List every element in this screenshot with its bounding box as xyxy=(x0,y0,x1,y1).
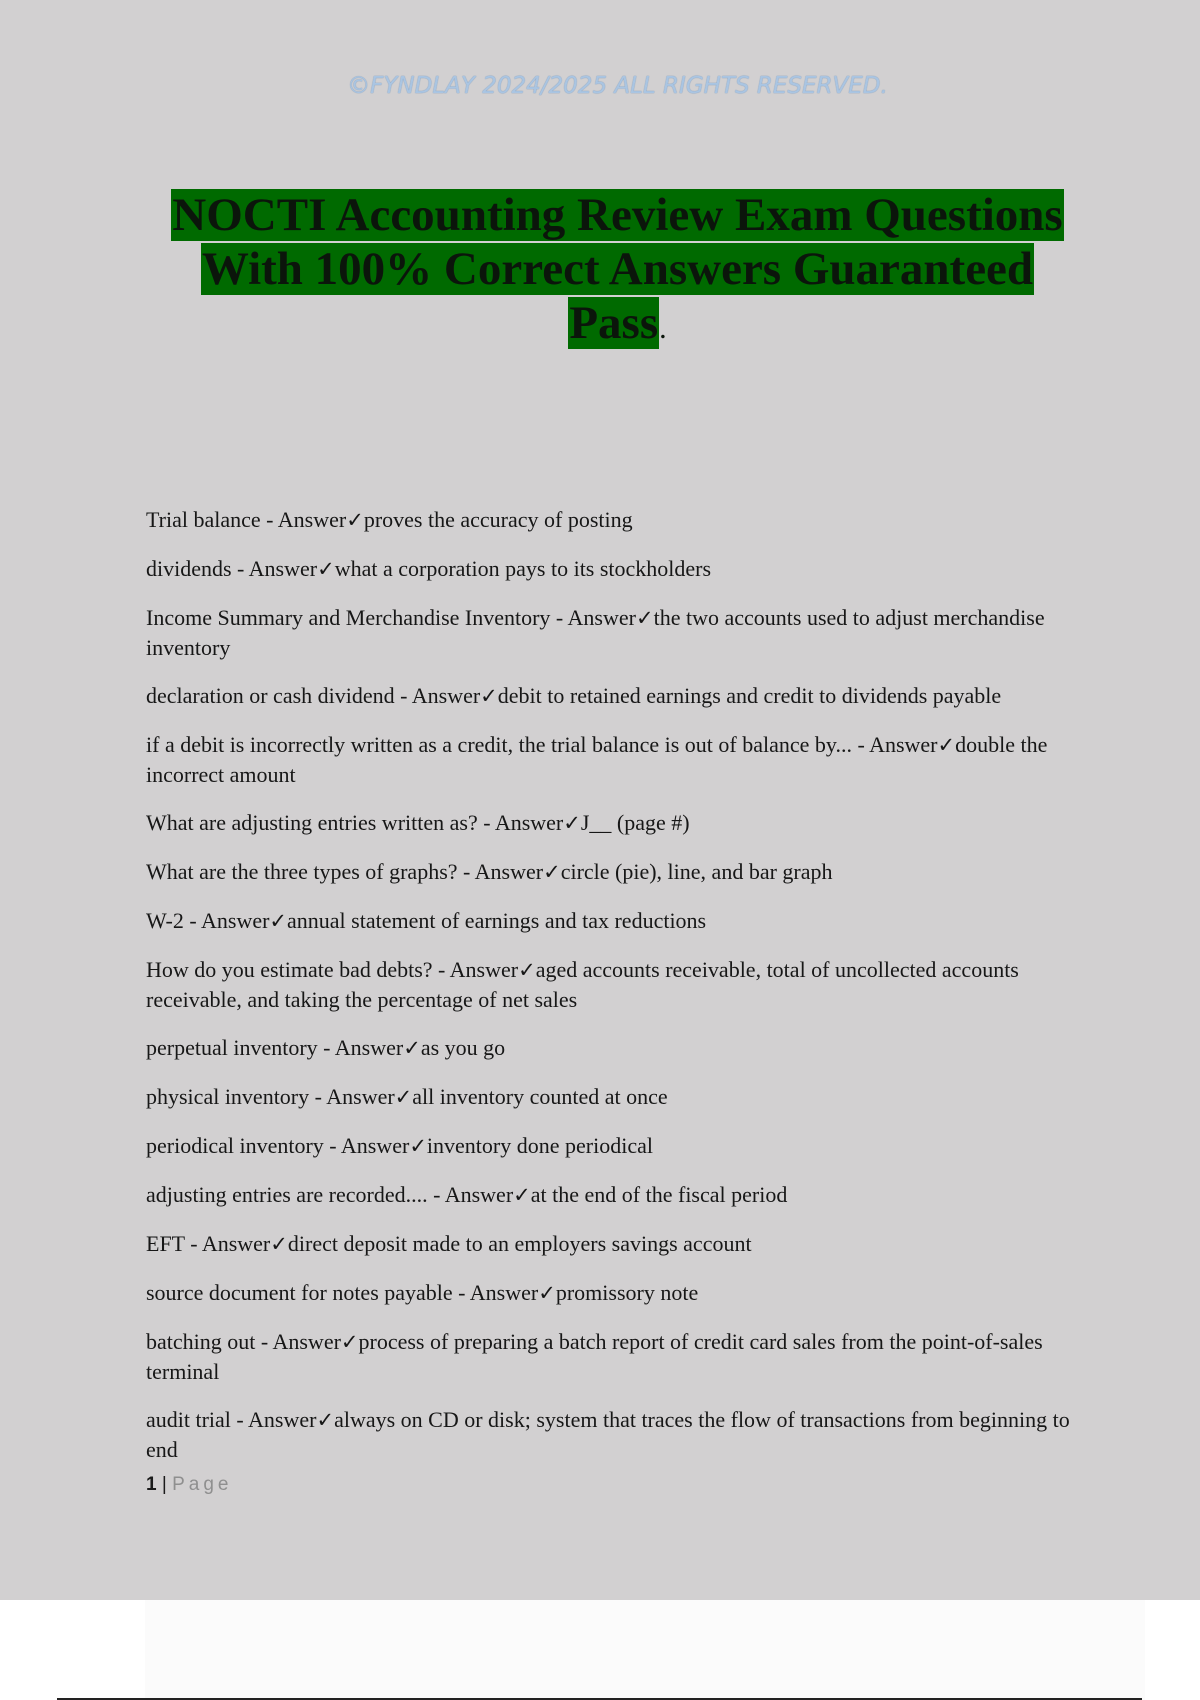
checkmark-icon: ✓ xyxy=(543,860,561,884)
question-text: source document for notes payable - Answer xyxy=(146,1280,539,1305)
qa-item xyxy=(146,1405,1096,1464)
title-line-2: With 100% Correct Answers Guaranteed xyxy=(201,243,1034,295)
answer-text: always on CD or disk; system that traces the flow of transactions from beginning to end xyxy=(146,1407,1070,1462)
answer-text: all inventory counted at once xyxy=(412,1084,668,1109)
qa-item xyxy=(146,1180,1096,1210)
answer-text: the two accounts used to adjust merchandise inventory xyxy=(146,605,1045,660)
answer-text: double the incorrect amount xyxy=(146,732,1048,787)
question-text: audit trial - Answer xyxy=(146,1407,317,1432)
qa-item xyxy=(146,906,1096,936)
qa-item xyxy=(146,1033,1096,1063)
checkmark-icon: ✓ xyxy=(403,1036,421,1060)
question-text: declaration or cash dividend - Answer xyxy=(146,683,481,708)
answer-text: inventory done periodical xyxy=(426,1133,653,1158)
checkmark-icon: ✓ xyxy=(270,1232,288,1256)
checkmark-icon: ✓ xyxy=(317,557,335,581)
page-separator: | xyxy=(156,1474,173,1495)
checkmark-icon: ✓ xyxy=(635,606,654,630)
question-text: physical inventory - Answer xyxy=(146,1084,395,1109)
page-title xyxy=(140,188,1095,356)
checkmark-icon: ✓ xyxy=(269,909,288,933)
qa-item xyxy=(146,857,1096,887)
title-trailing-period: . xyxy=(659,312,667,345)
checkmark-icon: ✓ xyxy=(316,1408,335,1432)
answer-text: direct deposit made to an employers savings account xyxy=(287,1231,752,1256)
question-text: adjusting entries are recorded.... - Answer xyxy=(146,1182,514,1207)
question-text: Trial balance - Answer xyxy=(146,507,347,532)
checkmark-icon: ✓ xyxy=(346,508,364,532)
checkmark-icon: ✓ xyxy=(394,1085,413,1109)
next-page-edge xyxy=(145,1600,1145,1700)
answer-text: promissory note xyxy=(555,1280,699,1305)
page-number: 1 xyxy=(146,1474,157,1495)
checkmark-icon: ✓ xyxy=(563,811,581,835)
answer-text: what a corporation pays to its stockholders xyxy=(334,556,712,581)
checkmark-icon: ✓ xyxy=(538,1281,556,1305)
question-text: if a debit is incorrectly written as a credit, the trial balance is out of balance by... - Answer xyxy=(146,732,938,757)
checkmark-icon: ✓ xyxy=(937,733,956,757)
qa-item xyxy=(146,505,1096,535)
checkmark-icon: ✓ xyxy=(340,1330,359,1354)
question-text: W-2 - Answer xyxy=(146,908,270,933)
checkmark-icon: ✓ xyxy=(409,1134,427,1158)
answer-text: circle (pie), line, and bar graph xyxy=(560,859,833,884)
title-line-1: NOCTI Accounting Review Exam Questions xyxy=(172,189,1063,241)
qa-item xyxy=(146,955,1096,1014)
question-text: What are the three types of graphs? - Answer xyxy=(146,859,544,884)
qa-item xyxy=(146,808,1096,838)
answer-text: J__ (page #) xyxy=(580,810,690,835)
page-footer xyxy=(146,1474,232,1496)
checkmark-icon: ✓ xyxy=(518,958,536,982)
answer-text: aged accounts receivable, total of uncollected accounts receivable, and taking the percentage of net sales xyxy=(146,957,1019,1012)
answer-text: process of preparing a batch report of credit card sales from the point-of-sales terminal xyxy=(146,1329,1043,1384)
qa-item xyxy=(146,1131,1096,1161)
answer-text: debit to retained earnings and credit to dividends payable xyxy=(497,683,1002,708)
question-text: What are adjusting entries written as? - Answer xyxy=(146,810,564,835)
qa-item xyxy=(146,1327,1096,1386)
question-answer-list xyxy=(146,505,1096,1483)
question-text: perpetual inventory - Answer xyxy=(146,1035,404,1060)
question-text: How do you estimate bad debts? - Answer xyxy=(146,957,519,982)
answer-text: proves the accuracy of posting xyxy=(363,507,633,532)
qa-item xyxy=(146,603,1096,662)
qa-item xyxy=(146,1229,1096,1259)
title-line-3: Pass xyxy=(569,297,659,349)
question-text: Income Summary and Merchandise Inventory - Answer xyxy=(146,605,636,630)
qa-item xyxy=(146,1082,1096,1112)
answer-text: as you go xyxy=(420,1035,506,1060)
checkmark-icon: ✓ xyxy=(513,1183,531,1207)
qa-item xyxy=(146,554,1096,584)
question-text: EFT - Answer xyxy=(146,1231,271,1256)
answer-text: at the end of the fiscal period xyxy=(530,1182,788,1207)
checkmark-icon: ✓ xyxy=(480,684,498,708)
question-text: batching out - Answer xyxy=(146,1329,341,1354)
qa-item xyxy=(146,681,1096,711)
qa-item xyxy=(146,730,1096,789)
question-text: periodical inventory - Answer xyxy=(146,1133,410,1158)
page-label: Page xyxy=(172,1474,233,1495)
answer-text: annual statement of earnings and tax reductions xyxy=(287,908,707,933)
copyright-header: ©FYNDLAY 2024/2025 ALL RIGHTS RESERVED. xyxy=(347,73,888,99)
qa-item xyxy=(146,1278,1096,1308)
question-text: dividends - Answer xyxy=(146,556,318,581)
